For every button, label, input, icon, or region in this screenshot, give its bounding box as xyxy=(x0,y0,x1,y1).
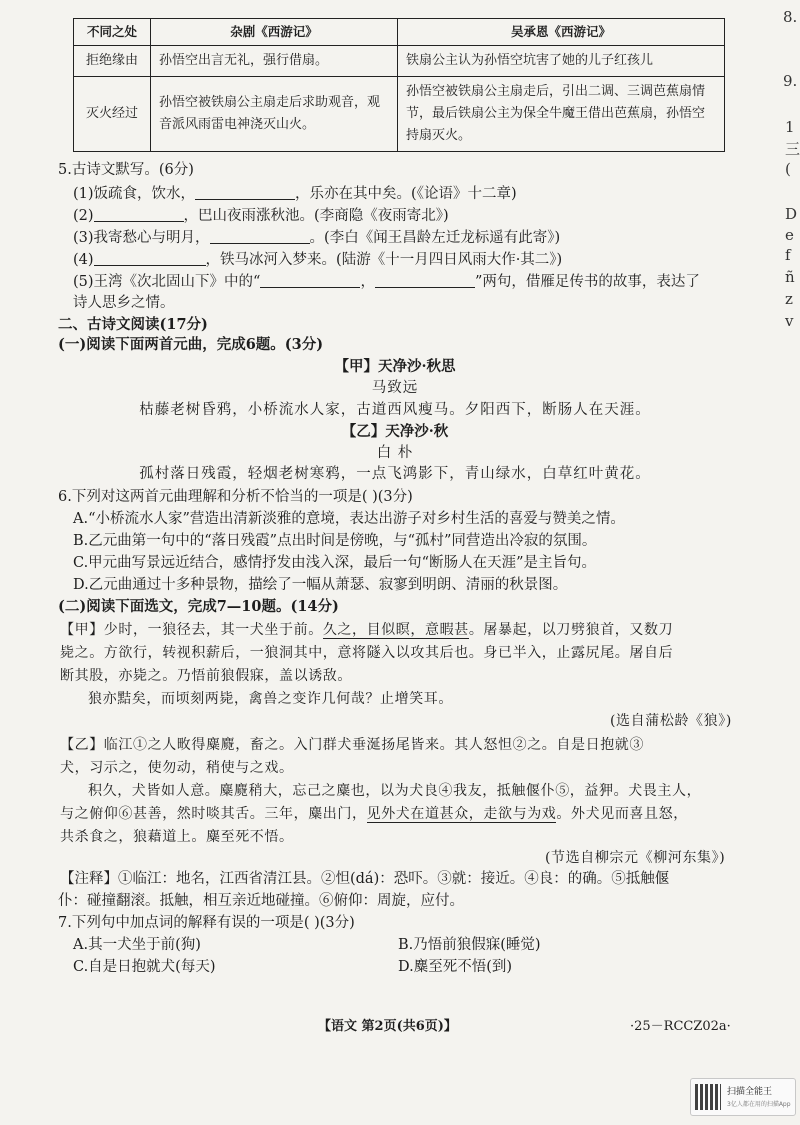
underlined-sentence: 见外犬在道甚众，走欲与为戏 xyxy=(366,806,557,822)
poem-2-author: 白 朴 xyxy=(376,445,414,461)
option-c: C.自是日抱就犬(每天) xyxy=(73,959,216,975)
passage-jia-line: 毙之。方欲行，转视积薪后，一狼洞其中，意将隧入以攻其后也。身已半入，止露尻尾。屠自后 xyxy=(60,645,674,661)
poem-1-title: 【甲】天净沙·秋思 xyxy=(334,358,456,375)
option-a: A.其一犬坐于前(狗) xyxy=(73,937,201,953)
side-fragment: 三 xyxy=(785,140,800,158)
table-row xyxy=(74,77,725,152)
page-code: ·25－RCCZ02a· xyxy=(630,1019,731,1034)
side-fragment: 1 xyxy=(785,118,795,136)
side-fragment: f xyxy=(785,246,791,264)
passage-yi-line: 【乙】临江①之人畋得麋麑，畜之。入门群犬垂涎扬尾皆来。其人怒怛②之。自是日抱就③ xyxy=(60,737,644,753)
question-5-title: 5.古诗文默写。(6分) xyxy=(58,162,194,178)
q5-text: ，乐亦在其中矣。(《论语》十二章) xyxy=(295,186,517,202)
watermark-sub: 3亿人都在用的扫描App xyxy=(727,1101,791,1108)
q5-text: (5)王湾《次北固山下》中的“ xyxy=(73,274,261,290)
q5-text: (4) xyxy=(73,252,94,268)
side-fragment: ñ xyxy=(785,268,795,286)
question-7-stem: 7.下列句中加点词的解释有误的一项是( )(3分) xyxy=(58,915,355,931)
poem-1-author: 马致远 xyxy=(371,380,419,396)
scanner-watermark xyxy=(690,1078,796,1116)
qr-code-icon xyxy=(695,1084,721,1110)
q5-text: (1)饭疏食，饮水， xyxy=(73,186,196,202)
part-1-title: (一)阅读下面两首元曲，完成6题。(3分) xyxy=(58,336,324,353)
side-fragment: 8. xyxy=(783,8,798,26)
part-2-title: (二)阅读下面选文，完成7—10题。(14分) xyxy=(58,598,339,615)
option-b: B.乃悟前狼假寐(睡觉) xyxy=(398,937,541,953)
question-5-line-1 xyxy=(73,183,517,204)
poem-2-text: 孤村落日残霞，轻烟老树寒鸦，一点飞鸿影下，青山绿水，白草红叶黄花。 xyxy=(139,466,651,482)
table-cell: 孙悟空出言无礼，强行借扇。 xyxy=(151,46,398,77)
q5-text: ”两句，借雁足传书的故事，表达了 xyxy=(474,274,700,290)
q5-text: ，铁马冰河入梦来。(陆游《十一月四日风雨大作·其二》) xyxy=(205,252,563,268)
answer-blank[interactable] xyxy=(210,227,310,244)
side-fragment: 9. xyxy=(783,72,798,90)
answer-blank[interactable] xyxy=(260,271,360,288)
table-cell: 孙悟空被铁扇公主扇走后求助观音，观音派风雨雷电神浇灭山火。 xyxy=(151,77,398,152)
table-header-row xyxy=(74,19,725,46)
question-5-line-5 xyxy=(73,271,700,292)
table-cell: 孙悟空被铁扇公主扇走后，引出二调、三调芭蕉扇情节，最后铁扇公主为保全牛魔王借出芭蕉扇，孙悟空持扇灭火。 xyxy=(398,77,725,152)
side-fragment: e xyxy=(785,226,794,244)
underlined-sentence: 久之，目似瞑，意暇甚 xyxy=(322,622,469,638)
watermark-label: 扫描全能王 xyxy=(727,1087,773,1097)
option-c: C.甲元曲写景远近结合，感情抒发由浅入深，最后一句“断肠人在天涯”是主旨句。 xyxy=(73,555,597,571)
question-6-stem: 6.下列对这两首元曲理解和分析不恰当的一项是( )(3分) xyxy=(58,489,413,505)
passage-source: (节选自柳宗元《柳河东集》) xyxy=(545,850,726,866)
q5-text: 诗人思乡之情。 xyxy=(73,295,175,311)
option-b: B.乙元曲第一句中的“落日残霞”点出时间是傍晚，与“孤村”同营造出冷寂的氛围。 xyxy=(73,533,597,549)
table-cell: 铁扇公主认为孙悟空坑害了她的儿子红孩儿 xyxy=(398,46,725,77)
q5-text: (3)我寄愁心与明月， xyxy=(73,230,210,246)
q5-text: 。(李白《闻王昌龄左迁龙标遥有此寄》) xyxy=(309,230,561,246)
answer-blank[interactable] xyxy=(94,249,206,266)
answer-blank[interactable] xyxy=(94,205,184,222)
table-header: 杂剧《西游记》 xyxy=(151,19,398,46)
q5-text: (2) xyxy=(73,208,94,224)
answer-blank[interactable] xyxy=(195,183,295,200)
option-a: A.“小桥流水人家”营造出清新淡雅的意境，表达出游子对乡村生活的喜爱与赞美之情。 xyxy=(73,511,625,527)
table-header: 不同之处 xyxy=(74,19,151,46)
q5-text: ， xyxy=(360,274,375,290)
passage-jia-line: 断其股，亦毙之。乃悟前狼假寐，盖以诱敌。 xyxy=(60,668,352,684)
side-fragment: z xyxy=(785,290,793,308)
poem-1-text: 枯藤老树昏鸦，小桥流水人家，古道西风瘦马。夕阳西下，断肠人在天涯。 xyxy=(139,402,651,418)
table-row xyxy=(74,46,725,77)
passage-text: 与之俯仰⑥甚善，然时啖其舌。三年，麋出门， xyxy=(60,806,367,822)
side-fragment: v xyxy=(785,312,794,330)
passage-yi-line: 共杀食之，狼藉道上。麋至死不悟。 xyxy=(60,829,294,845)
passage-text: 。屠暴起，以刀劈狼首，又数刀 xyxy=(468,622,674,638)
comparison-table xyxy=(73,18,725,152)
question-5-line-2 xyxy=(73,205,449,226)
table-row-label: 拒绝缘由 xyxy=(74,46,151,77)
passage-yi-line: 犬，习示之，使勿动，稍使与之戏。 xyxy=(60,760,294,776)
question-5-line-4 xyxy=(73,249,562,270)
section-2-title: 二、古诗文阅读(17分) xyxy=(58,316,208,333)
question-5-line-3 xyxy=(73,227,560,248)
passage-jia-line: 狼亦黠矣，而顷刻两毙，禽兽之变诈几何哉？止增笑耳。 xyxy=(88,691,453,707)
side-fragment: D xyxy=(785,205,798,223)
table-row-label: 灭火经过 xyxy=(74,77,151,152)
table-header: 吴承恩《西游记》 xyxy=(398,19,725,46)
page-footer: 【语文 第2页(共6页)】 xyxy=(318,1019,457,1034)
passage-text: 。外犬见而喜且怒， xyxy=(556,806,688,822)
passage-yi-line xyxy=(60,804,688,824)
passage-source: (选自蒲松龄《狼》) xyxy=(610,713,732,729)
poem-2-title: 【乙】天净沙·秋 xyxy=(341,423,449,440)
passage-jia-line xyxy=(60,620,673,640)
annotation-line: 仆：碰撞翻滚。抵触，相互亲近地碰撞。⑥俯仰：周旋，应付。 xyxy=(58,893,464,909)
answer-blank[interactable] xyxy=(375,271,475,288)
side-fragment: ( xyxy=(785,160,791,178)
passage-yi-line: 积久，犬皆如人意。麋麑稍大，忘己之麋也，以为犬良④我友，抵触偃仆⑤，益狎。犬畏主人， xyxy=(88,783,702,799)
q5-text: ，巴山夜雨涨秋池。(李商隐《夜雨寄北》) xyxy=(183,208,449,224)
annotation-line: 【注释】①临江：地名，江西省清江县。②怛(dá)：恐吓。③就：接近。④良：的确。⑤抵触偃 xyxy=(60,871,670,887)
option-d: D.麋至死不悟(到) xyxy=(398,959,513,975)
passage-text: 【甲】少时，一狼径去，其一犬坐于前。 xyxy=(60,622,323,638)
option-d: D.乙元曲通过十多种景物，描绘了一幅从萧瑟、寂寥到明朗、清丽的秋景图。 xyxy=(73,577,568,593)
